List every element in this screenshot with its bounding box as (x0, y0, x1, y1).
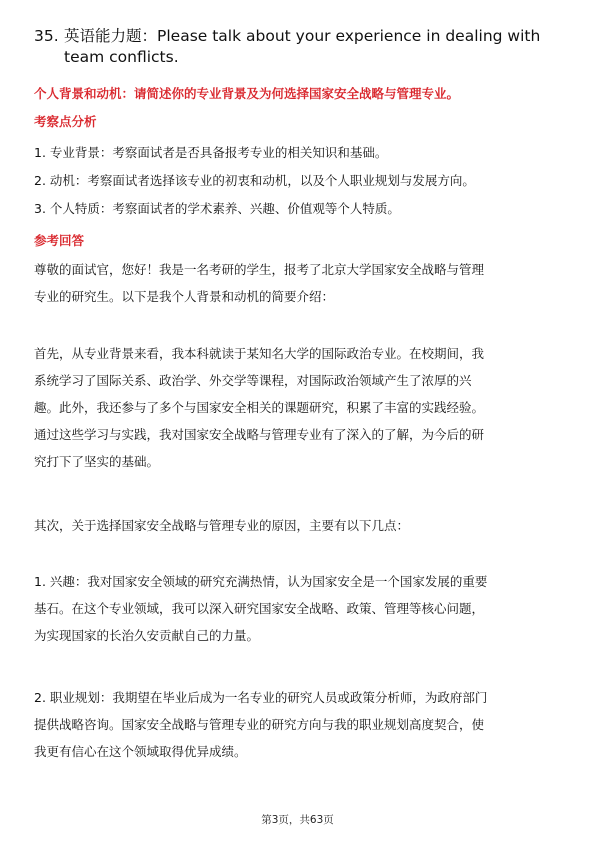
analysis-point: 3. 个人特质：考察面试者的学术素养、兴趣、价值观等个人特质。 (34, 201, 400, 216)
question-number: 35. (34, 27, 59, 45)
paragraph-line: 首先，从专业背景来看，我本科就读于某知名大学的国际政治专业。在校期间，我 (34, 346, 485, 361)
analysis-point: 1. 专业背景：考察面试者是否具备报考专业的相关知识和基础。 (34, 145, 388, 160)
analysis-title: 考察点分析 (34, 114, 97, 129)
answer-paragraph (34, 256, 561, 310)
paragraph-line: 专业的研究生。以下是我个人背景和动机的简要介绍： (34, 289, 335, 304)
answer-title: 参考回答 (34, 233, 85, 248)
paragraph-line: 通过这些学习与实践，我对国家安全战略与管理专业有了深入的了解，为今后的研 (34, 427, 485, 442)
question-heading (34, 26, 564, 68)
answer-paragraph (34, 684, 561, 765)
paragraph-line: 为实现国家的长治久安贡献自己的力量。 (34, 628, 260, 643)
paragraph-line: 究打下了坚实的基础。 (34, 454, 160, 469)
answer-paragraph (34, 340, 561, 475)
paragraph-line: 提供战略咨询。国家安全战略与管理专业的研究方向与我的职业规划高度契合，使 (34, 717, 485, 732)
answer-paragraph (34, 512, 561, 539)
paragraph-line: 趣。此外，我还参与了多个与国家安全相关的课题研究，积累了丰富的实践经验。 (34, 400, 485, 415)
paragraph-line: 基石。在这个专业领域，我可以深入研究国家安全战略、政策、管理等核心问题， (34, 601, 485, 616)
paragraph-line: 2. 职业规划：我期望在毕业后成为一名专业的研究人员或政策分析师，为政府部门 (34, 690, 488, 705)
analysis-point: 2. 动机：考察面试者选择该专业的初衷和动机，以及个人职业规划与发展方向。 (34, 173, 475, 188)
page-footer: 第3页，共63页 (261, 814, 334, 826)
answer-paragraph (34, 568, 561, 649)
paragraph-line: 尊敬的面试官，您好！我是一名考研的学生，报考了北京大学国家安全战略与管理 (34, 262, 485, 277)
question-text-line1: 英语能力题：Please talk about your experience in dealing with (64, 27, 541, 45)
paragraph-line: 我更有信心在这个领域取得优异成绩。 (34, 744, 247, 759)
paragraph-line: 系统学习了国际关系、政治学、外交学等课程，对国际政治领域产生了浓厚的兴 (34, 373, 472, 388)
question-text-line2: team conflicts. (64, 48, 179, 66)
sub-question: 个人背景和动机：请简述你的专业背景及为何选择国家安全战略与管理专业。 (34, 86, 460, 101)
paragraph-line: 1. 兴趣：我对国家安全领域的研究充满热情，认为国家安全是一个国家发展的重要 (34, 574, 488, 589)
paragraph-line: 其次，关于选择国家安全战略与管理专业的原因，主要有以下几点： (34, 518, 410, 533)
